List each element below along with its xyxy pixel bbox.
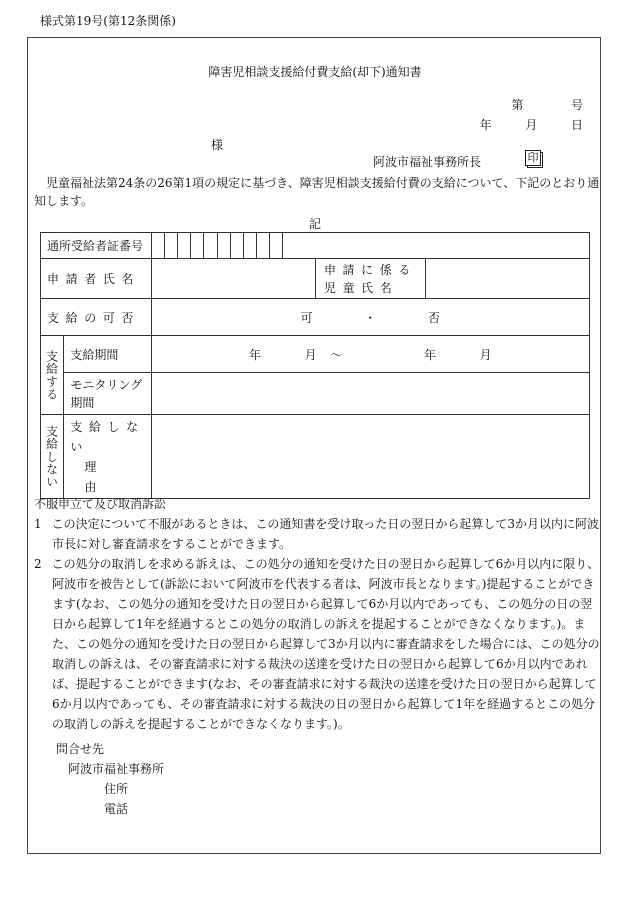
cert-digit-cell[interactable] [217, 233, 230, 259]
child-label: 申請に係る 児童氏名 [315, 259, 425, 299]
document-frame [27, 37, 601, 854]
cert-digit-cell[interactable] [151, 233, 164, 259]
period-row [41, 336, 590, 373]
monitoring-row [41, 373, 590, 415]
cert-digit-cell[interactable] [270, 233, 283, 259]
cert-digit-cell[interactable] [243, 233, 256, 259]
date-year: 年 [479, 118, 492, 132]
issue-date-line [480, 116, 583, 133]
monitoring-label: モニタリング 期間 [64, 373, 151, 415]
period-label: 支給期間 [64, 336, 151, 373]
contact-heading: 問合せ先 [56, 742, 105, 756]
applicant-label: 申請者氏名 [41, 259, 152, 299]
period-value[interactable]: 年 月 ～ 年 月 [151, 336, 589, 373]
contact-address: 住所 [104, 782, 129, 796]
contact-section [56, 739, 164, 819]
form-number: 様式第19号(第12条関係) [40, 14, 176, 28]
deny-group-label: 支給しない [41, 415, 64, 499]
decision-value[interactable]: 可 ・ 否 [151, 299, 589, 336]
date-day: 日 [570, 118, 583, 132]
cert-digit-cell[interactable] [164, 233, 177, 259]
deny-reason-field[interactable] [151, 415, 589, 499]
number-gou: 号 [570, 98, 583, 112]
number-dai: 第 [511, 98, 524, 112]
cert-row [41, 233, 590, 259]
cert-digit-cell[interactable] [191, 233, 204, 259]
child-name-field[interactable] [425, 259, 589, 299]
notice-body: 児童福祉法第24条の26第1項の規定に基づき、障害児相談支援給付費の支給について、下記のとおり通知します。 [34, 176, 600, 208]
addressee-suffix: 様 [211, 138, 224, 152]
contact-office: 阿波市福祉事務所 [68, 762, 165, 776]
date-month: 月 [525, 118, 538, 132]
appeal-item-2: 2 この処分の取消しを求める訴えは、この処分の通知を受けた日の翌日から起算して6か月以内に限り、阿波市を被告として(訴訟において阿波市を代表する者は、阿波市長となります。)提起することができます(なお、この処分の通知を受けた日の翌日から起算して6か月以内であっても、この処分の日の翌日から起算して1年を経過するとこの処分の取消しの訴えを提起することができなくなります。)。また、この処分の通知を受けた日の翌日から起算して3か月以内に審査請求をした場合には、この処分の取消しの訴えは、その審査請求に対する裁決の送達を受けた日の翌日から起算して6か月以内であれば、提起することができます(なお、その審査請求に対する裁決の送達を受けた日の翌日から起算して6か月以内であっても、その審査請求に対する裁決の日の翌日から起算して1年を経過するとこの処分の取消しの訴えを提起することができなくなります。)。 [34, 557, 600, 731]
monitoring-field[interactable] [151, 373, 589, 415]
deny-reason-label: 支給しない 理由 [64, 415, 151, 499]
deny-row [41, 415, 590, 499]
decision-label: 支給の可否 [41, 299, 152, 336]
cert-digit-cell[interactable] [230, 233, 243, 259]
applicant-name-field[interactable] [151, 259, 315, 299]
seal-mark: 印 [525, 150, 541, 166]
sender-name: 阿波市福祉事務所長 [373, 155, 482, 169]
approve-group-label: 支給する [41, 336, 64, 415]
ki-heading: 記 [308, 217, 321, 231]
cert-blank [283, 233, 590, 259]
applicant-row [41, 259, 590, 299]
appeal-item-1: 1 この決定について不服があるときは、この通知書を受け取った日の翌日から起算して3か月以内に阿波市長に対し審査請求をすることができます。 [34, 517, 600, 551]
appeal-section [34, 494, 600, 734]
document-title: 障害児相談支援給付費支給(却下)通知書 [208, 65, 422, 79]
cert-digit-cell[interactable] [257, 233, 270, 259]
cert-digit-cell[interactable] [177, 233, 190, 259]
appeal-heading: 不服申立て及び取消訴訟 [34, 497, 167, 511]
document-number-line [511, 96, 583, 113]
cert-label: 通所受給者証番号 [41, 233, 152, 259]
cert-digit-cell[interactable] [204, 233, 217, 259]
decision-row [41, 299, 590, 336]
contact-phone: 電話 [104, 802, 129, 816]
notice-table [40, 232, 590, 499]
